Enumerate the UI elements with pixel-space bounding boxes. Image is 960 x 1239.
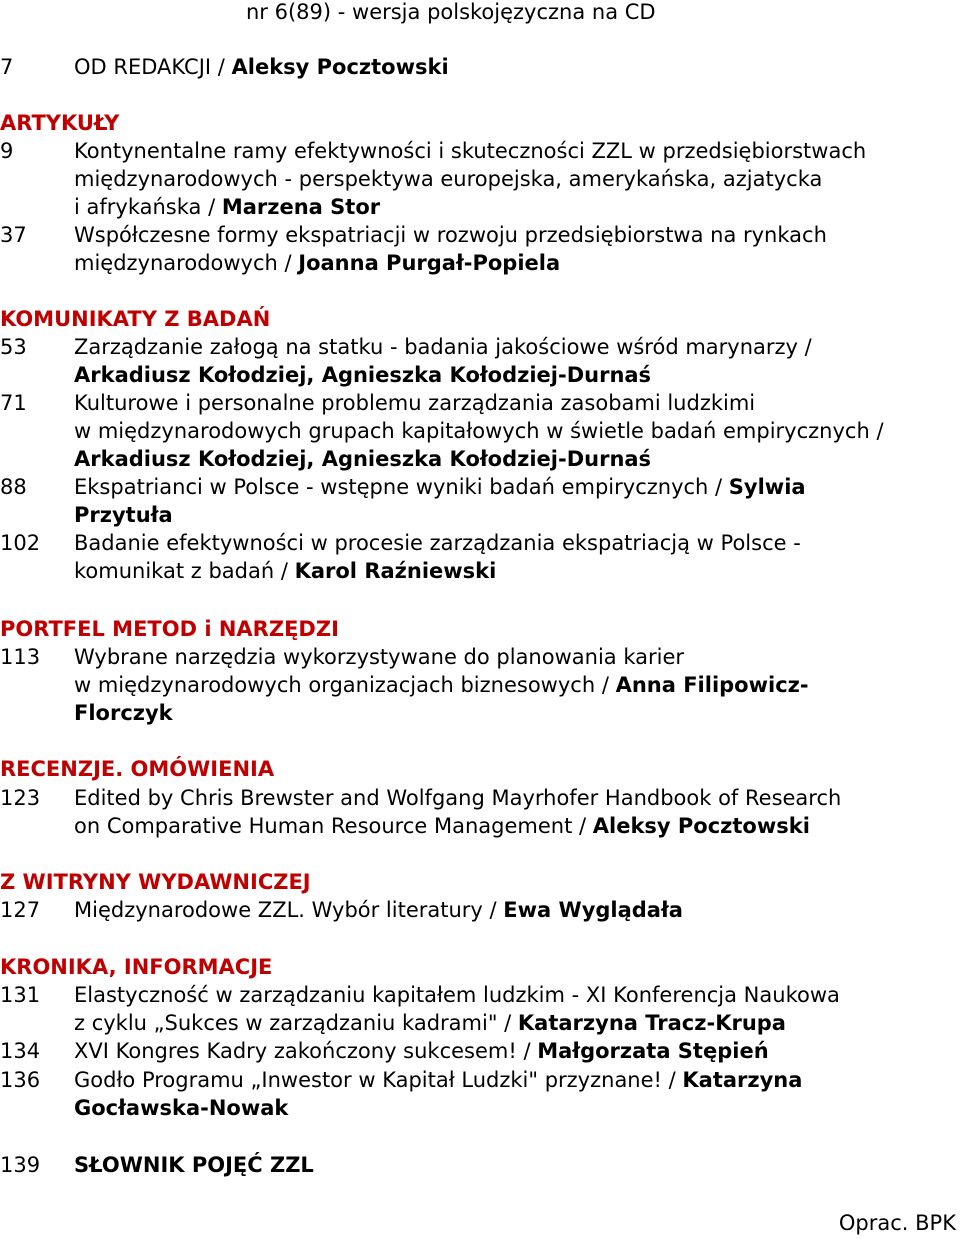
entry-line: Kulturowe i personalne problemu zarządzania zasobami ludzkimi [74, 391, 756, 415]
entry-line: międzynarodowych - perspektywa europejska, amerykańska, azjatycka [74, 167, 823, 191]
entry-author: Aleksy Pocztowski [592, 814, 810, 838]
toc-entry [0, 389, 960, 473]
entry-author: Karol Raźniewski [294, 559, 497, 583]
page-number: 71 [0, 391, 27, 415]
toc-entry [0, 784, 960, 840]
entry-author: Joanna Purgał-Popiela [298, 251, 561, 275]
entry-line [74, 1037, 960, 1065]
entry-line [74, 1066, 960, 1094]
entry-title: Międzynarodowe ZZL. Wybór literatury / [74, 898, 504, 922]
page-number: 136 [0, 1068, 41, 1092]
toc-entry [0, 221, 960, 277]
page-number: 9 [0, 139, 14, 163]
page-number: 131 [0, 983, 41, 1007]
toc-entry [0, 473, 960, 529]
page-number: 7 [0, 55, 14, 79]
entry-line: Badanie efektywności w procesie zarządzania ekspatriacją w Polsce - [74, 531, 801, 555]
entry-line [74, 896, 960, 924]
page-number: 127 [0, 898, 41, 922]
page-number: 37 [0, 223, 27, 247]
entry-author: Arkadiusz Kołodziej, Agnieszka Kołodziej-Durnaś [74, 363, 652, 387]
entry-author: Przytuła [74, 503, 173, 527]
entry-author: Sylwia [728, 475, 806, 499]
entry-author: Florczyk [74, 701, 173, 725]
entry-title: OD REDAKCJI / [74, 55, 232, 79]
entry-line [74, 249, 960, 277]
entry-title: Ekspatrianci w Polsce - wstępne wyniki badań empirycznych / [74, 475, 729, 499]
page-number: 139 [0, 1153, 41, 1177]
entry-author: Gocławska-Nowak [74, 1096, 289, 1120]
page-number: 102 [0, 531, 41, 555]
footer-credit: Oprac. BPK [838, 1211, 956, 1235]
entry-author: Arkadiusz Kołodziej, Agnieszka Kołodziej-Durnaś [74, 447, 652, 471]
toc-entry [0, 643, 960, 727]
entry-title: Godło Programu „Inwestor w Kapitał Ludzki" przyznane! / [74, 1068, 683, 1092]
entry-author: Katarzyna [682, 1068, 803, 1092]
entry-line [74, 473, 960, 501]
entry-title: z cyklu „Sukces w zarządzaniu kadrami" / [74, 1011, 518, 1035]
entry-title: SŁOWNIK POJĘĆ ZZL [74, 1153, 314, 1177]
entry-title: w międzynarodowych organizacjach biznesowych / [74, 673, 616, 697]
page-header: nr 6(89) - wersja polskojęzyczna na CD [246, 0, 656, 24]
section-title-artykuly: ARTYKUŁY [0, 111, 120, 135]
entry-title: i afrykańska / [74, 195, 222, 219]
page-number: 113 [0, 645, 41, 669]
section-title-kronika: KRONIKA, INFORMACJE [0, 955, 273, 979]
entry-line: Edited by Chris Brewster and Wolfgang Mayrhofer Handbook of Research [74, 786, 842, 810]
toc-entry [0, 1037, 960, 1065]
page-number: 123 [0, 786, 41, 810]
toc-entry [0, 529, 960, 585]
entry-line [74, 1009, 960, 1037]
toc-entry [0, 1066, 960, 1122]
entry-author: Ewa Wyglądała [503, 898, 683, 922]
toc-entry [0, 137, 960, 221]
entry-title: XVI Kongres Kadry zakończony sukcesem! / [74, 1039, 538, 1063]
toc-entry [0, 896, 960, 924]
entry-author: Katarzyna Tracz-Krupa [517, 1011, 786, 1035]
section-title-recenzje: RECENZJE. OMÓWIENIA [0, 757, 275, 781]
entry-author: Małgorzata Stępień [537, 1039, 769, 1063]
section-title-portfel: PORTFEL METOD i NARZĘDZI [0, 617, 339, 641]
entry-line: Współczesne formy ekspatriacji w rozwoju przedsiębiorstwa na rynkach [74, 223, 827, 247]
entry-line: w międzynarodowych grupach kapitałowych w świetle badań empirycznych / [74, 419, 884, 443]
entry-line [74, 53, 960, 81]
entry-author: Anna Filipowicz- [615, 673, 809, 697]
section-title-komunikaty: KOMUNIKATY Z BADAŃ [0, 307, 271, 331]
toc-entry-slownik [0, 1151, 960, 1179]
entry-author: Aleksy Pocztowski [231, 55, 449, 79]
entry-title: komunikat z badań / [74, 559, 295, 583]
page-number: 53 [0, 335, 27, 359]
entry-line: Zarządzanie załogą na statku - badania jakościowe wśród marynarzy / [74, 335, 812, 359]
entry-line [74, 557, 960, 585]
entry-author: Marzena Stor [221, 195, 381, 219]
toc-entry [0, 981, 960, 1037]
section-title-witryna: Z WITRYNY WYDAWNICZEJ [0, 870, 311, 894]
entry-line: Elastyczność w zarządzaniu kapitałem ludzkim - XI Konferencja Naukowa [74, 983, 840, 1007]
entry-title: międzynarodowych / [74, 251, 299, 275]
entry-line [74, 671, 960, 699]
toc-entry-editorial [0, 53, 960, 81]
entry-line: Wybrane narzędzia wykorzystywane do planowania karier [74, 645, 685, 669]
toc-entry [0, 333, 960, 389]
page-number: 134 [0, 1039, 41, 1063]
page-number: 88 [0, 475, 27, 499]
entry-line [74, 812, 960, 840]
entry-line [74, 193, 960, 221]
entry-title: on Comparative Human Resource Management / [74, 814, 593, 838]
entry-line: Kontynentalne ramy efektywności i skuteczności ZZL w przedsiębiorstwach [74, 139, 867, 163]
